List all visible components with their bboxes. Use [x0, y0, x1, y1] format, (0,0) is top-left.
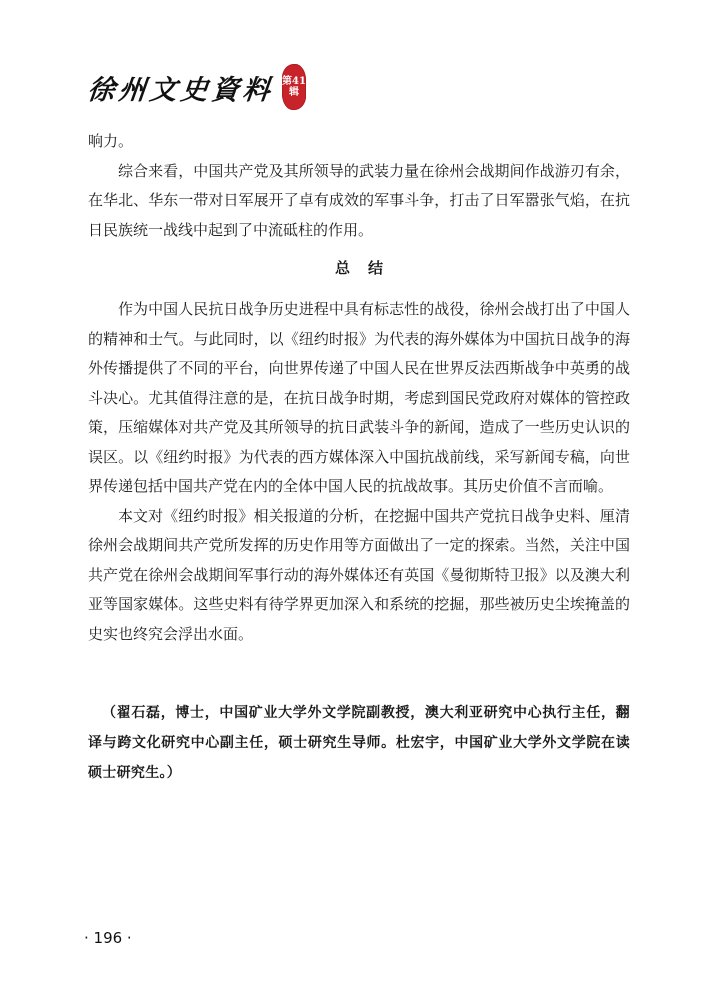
issue-seal	[282, 64, 306, 110]
page-header	[88, 62, 306, 112]
page-number: · 196 ·	[84, 929, 132, 947]
paragraph-summary: 综合来看，中国共产党及其所领导的武装力量在徐州会战期间作战游刃有余，在华北、华东一带对日军展开了卓有成效的军事斗争，打击了日军嚣张气焰，在抗日民族统一战线中起到了中流砥柱的作用。	[88, 161, 630, 239]
paragraph-conclusion-1: 作为中国人民抗日战争历史进程中具有标志性的战役，徐州会战打出了中国人的精神和士气。与此同时，以《纽约时报》为代表的海外媒体为中国抗日战争的海外传播提供了不同的平台，向世界传递了中国人民在世界反法西斯战争中英勇的战斗决心。尤其值得注意的是，在抗日战争时期，考虑到国民党政府对媒体的管控政策，压缩媒体对共产党及其所领导的抗日武装斗争的新闻，造成了一些历史认识的误区。以《纽约时报》为代表的西方媒体深入中国抗战前线，采写新闻专稿，向世界传递包括中国共产党在内的全体中国人民的抗战故事。其历史价值不言而喻。	[88, 300, 630, 495]
issue-seal-line1: 第41	[282, 76, 306, 87]
issue-seal-line2: 辑	[289, 87, 299, 98]
section-heading: 总结	[334, 259, 401, 277]
author-note: （翟石磊，博士，中国矿业大学外文学院副教授，澳大利亚研究中心执行主任，翻译与跨文化研究中心副主任，硕士研究生导师。杜宏宇，中国矿业大学外文学院在读硕士研究生。）	[88, 705, 630, 781]
paragraph-continuation: 响力。	[88, 132, 134, 150]
article-body	[88, 127, 630, 649]
paragraph-conclusion-2: 本文对《纽约时报》相关报道的分析，在挖掘中国共产党抗日战争史料、厘清徐州会战期间共产党所发挥的历史作用等方面做出了一定的探索。当然，关注中国共产党在徐州会战期间军事行动的海外媒体还有英国《曼彻斯特卫报》以及澳大利亚等国家媒体。这些史料有待学界更加深入和系统的挖掘，那些被历史尘埃掩盖的史实也终究会浮出水面。	[88, 506, 630, 643]
journal-title: 徐州文史資料	[86, 74, 276, 106]
